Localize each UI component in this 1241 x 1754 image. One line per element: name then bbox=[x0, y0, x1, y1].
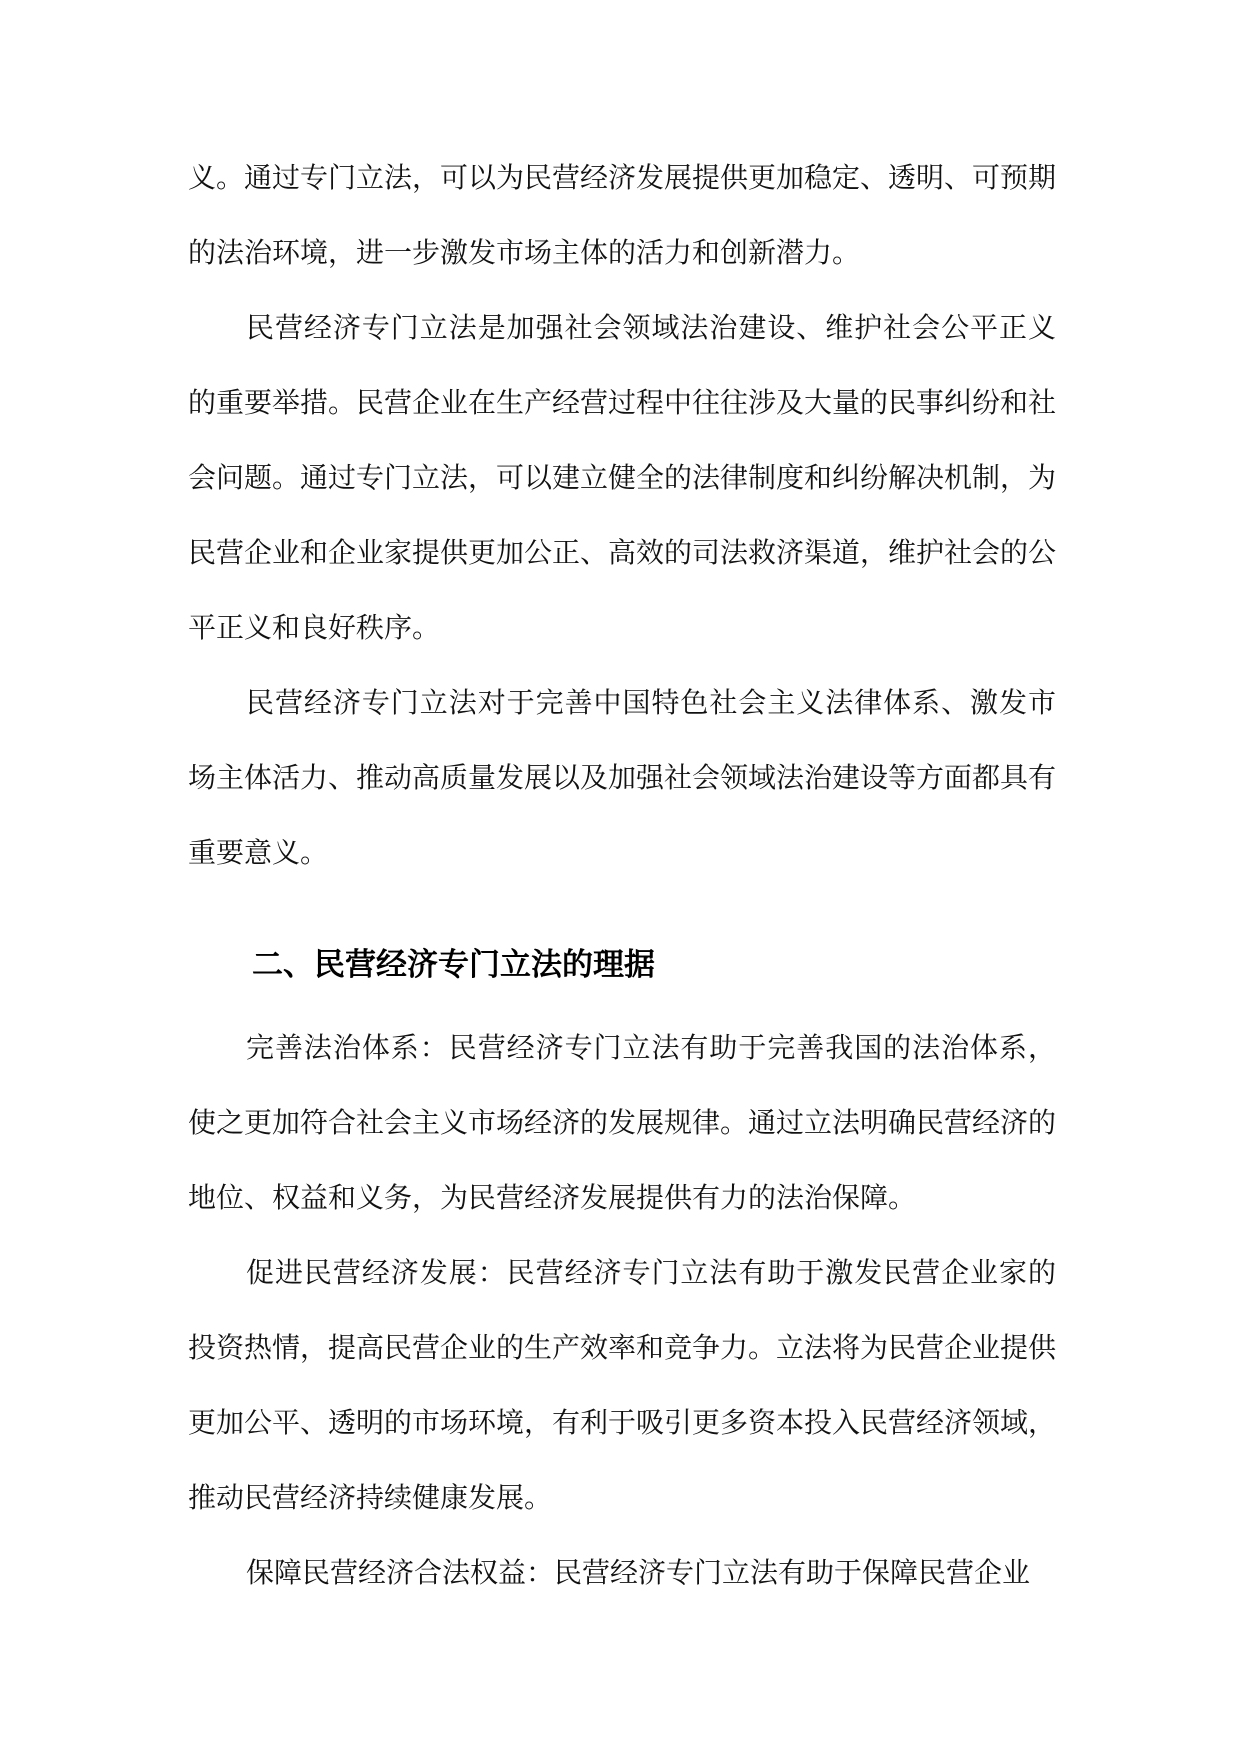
paragraph-social-fairness: 民营经济专门立法是加强社会领域法治建设、维护社会公平正义的重要举措。民营企业在生产经营过程中往往涉及大量的民事纠纷和社会问题。通过专门立法，可以建立健全的法律制度和纠纷解决机制，为民营企业和企业家提供更加公正、高效的司法救济渠道，维护社会的公平正义和良好秩序。 bbox=[188, 311, 1057, 644]
document-body bbox=[188, 140, 1056, 1610]
paragraph-promote-development: 促进民营经济发展：民营经济专门立法有助于激发民营企业家的投资热情，提高民营企业的生产效率和竞争力。立法将为民营企业提供更加公平、透明的市场环境，有利于吸引更多资本投入民营经济领域，推动民营经济持续健康发展。 bbox=[188, 1256, 1057, 1514]
paragraph-improve-legal-system: 完善法治体系：民营经济专门立法有助于完善我国的法治体系，使之更加符合社会主义市场经济的发展规律。通过立法明确民营经济的地位、权益和义务，为民营经济发展提供有力的法治保障。 bbox=[188, 1031, 1057, 1214]
paragraph-protect-rights: 保障民营经济合法权益：民营经济专门立法有助于保障民营企业 bbox=[246, 1556, 1031, 1589]
section-heading: 二、民营经济专门立法的理据 bbox=[252, 947, 655, 983]
paragraph-significance-summary: 民营经济专门立法对于完善中国特色社会主义法律体系、激发市场主体活力、推动高质量发展以及加强社会领域法治建设等方面都具有重要意义。 bbox=[188, 686, 1057, 869]
paragraph-continuation: 义。通过专门立法，可以为民营经济发展提供更加稳定、透明、可预期的法治环境，进一步激发市场主体的活力和创新潜力。 bbox=[188, 161, 1057, 269]
